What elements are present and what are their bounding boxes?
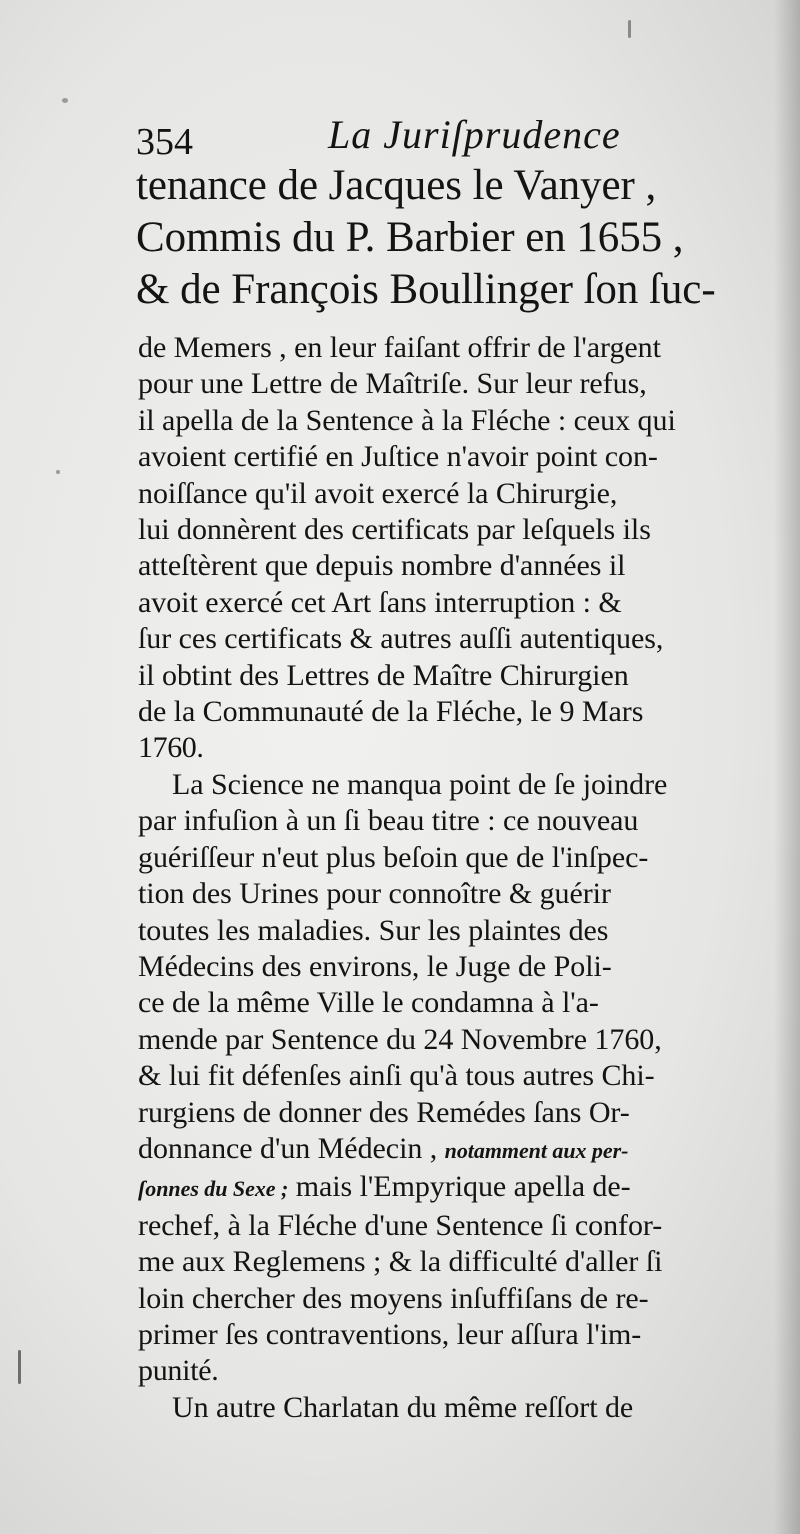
- line-text: atteſtèrent que depuis nombre d'années il: [138, 549, 626, 583]
- line-text: & lui fit défenſes ainſi qu'à tous autres Chi-: [138, 1059, 655, 1093]
- text-line: [138, 1169, 764, 1207]
- text-line: [138, 913, 764, 949]
- line-text: La Science ne manqua point de ſe joindre: [172, 767, 668, 801]
- page-number: 354: [136, 121, 193, 163]
- text-line: [138, 439, 764, 475]
- paper-speck: [62, 98, 68, 103]
- line-text: donnance d'un Médecin ,: [138, 1131, 438, 1165]
- text-line: [138, 730, 764, 766]
- line-text: il apella de la Sentence à la Fléche : ceux qui: [138, 403, 676, 437]
- text-line: [138, 548, 764, 584]
- text-line: [138, 1131, 764, 1169]
- page-gutter-shadow: [774, 0, 800, 1534]
- text-line: [138, 330, 764, 366]
- line-text: guériſſeur n'eut plus beſoin que de l'inſpec-: [138, 840, 649, 874]
- text-line: [138, 1244, 764, 1280]
- text-line: [138, 1317, 764, 1353]
- line-text: avoient certifié en Juſtice n'avoir point con-: [138, 440, 658, 474]
- line-text: loin chercher des moyens inſuffiſans de re-: [138, 1281, 649, 1315]
- running-title: La Juriſprudence: [328, 112, 621, 157]
- paper-speck: [56, 470, 60, 474]
- body-text-block: [138, 330, 764, 1426]
- line-text: par infuſion à un ſi beau titre : ce nouveau: [138, 804, 639, 838]
- text-line: [138, 949, 764, 985]
- italic-phrase: notamment aux per-: [444, 1137, 629, 1163]
- text-line: [138, 512, 764, 548]
- line-text: me aux Reglemens ; & la difficulté d'aller ſi: [138, 1245, 663, 1279]
- paper-speck: [18, 1350, 21, 1384]
- line-text: pour une Lettre de Maîtriſe. Sur leur refus,: [138, 367, 647, 401]
- text-line: [138, 403, 764, 439]
- line-text: de Memers , en leur faiſant offrir de l'argent: [138, 331, 661, 364]
- line-text: rurgiens de donner des Remédes ſans Or-: [138, 1095, 630, 1129]
- line-text: punité.: [138, 1354, 219, 1388]
- line-text: rechef, à la Fléche d'une Sentence ſi confor-: [138, 1208, 663, 1242]
- text-line: [138, 621, 764, 657]
- text-line: [138, 767, 764, 803]
- line-text: mais l'Empyrique apella de-: [295, 1170, 631, 1204]
- lead-text-block: [136, 160, 764, 316]
- text-line: [138, 476, 764, 512]
- line-text: avoit exercé cet Art ſans interruption : &: [138, 585, 622, 619]
- line-text: ſur ces certificats & autres auſſi autentiques,: [138, 622, 664, 656]
- line-text: 1760.: [138, 731, 204, 765]
- text-line: [138, 1390, 764, 1426]
- line-text: de la Communauté de la Fléche, le 9 Mars: [138, 695, 644, 729]
- text-line: [138, 1208, 764, 1244]
- text-line: [138, 1281, 764, 1317]
- text-line: [138, 585, 764, 621]
- line-text: noiſſance qu'il avoit exercé la Chirurgie,: [138, 476, 618, 510]
- text-line: [138, 985, 764, 1021]
- line-text: ce de la même Ville le condamna à l'a-: [138, 986, 599, 1020]
- text-line: [138, 1095, 764, 1131]
- line-text: primer ſes contraventions, leur aſſura l'im-: [138, 1317, 642, 1351]
- text-line: [138, 694, 764, 730]
- text-line: [138, 658, 764, 694]
- text-line: [138, 840, 764, 876]
- text-line: [138, 803, 764, 839]
- line-text: lui donnèrent des certificats par leſquels ils: [138, 513, 651, 547]
- lead-line: & de François Boullinger ſon ſuc-: [136, 266, 716, 313]
- text-line: [138, 876, 764, 912]
- text-line: [138, 366, 764, 402]
- line-text: Médecins des environs, le Juge de Poli-: [138, 949, 612, 983]
- text-line: [138, 1022, 764, 1058]
- line-text: tion des Urines pour connoître & guérir: [138, 877, 611, 911]
- line-text: Un autre Charlatan du même reſſort de: [172, 1390, 634, 1424]
- line-text: mende par Sentence du 24 Novembre 1760,: [138, 1022, 662, 1056]
- text-line: [138, 1353, 764, 1389]
- lead-line: Commis du P. Barbier en 1655 ,: [136, 214, 684, 261]
- line-text: toutes les maladies. Sur les plaintes des: [138, 913, 609, 947]
- italic-phrase: ſonnes du Sexe ;: [138, 1176, 289, 1202]
- text-line: [138, 1058, 764, 1094]
- line-text: il obtint des Lettres de Maître Chirurgien: [138, 658, 629, 692]
- paper-speck: [628, 20, 631, 38]
- page-header: [136, 112, 656, 166]
- lead-line: tenance de Jacques le Vanyer ,: [136, 162, 657, 209]
